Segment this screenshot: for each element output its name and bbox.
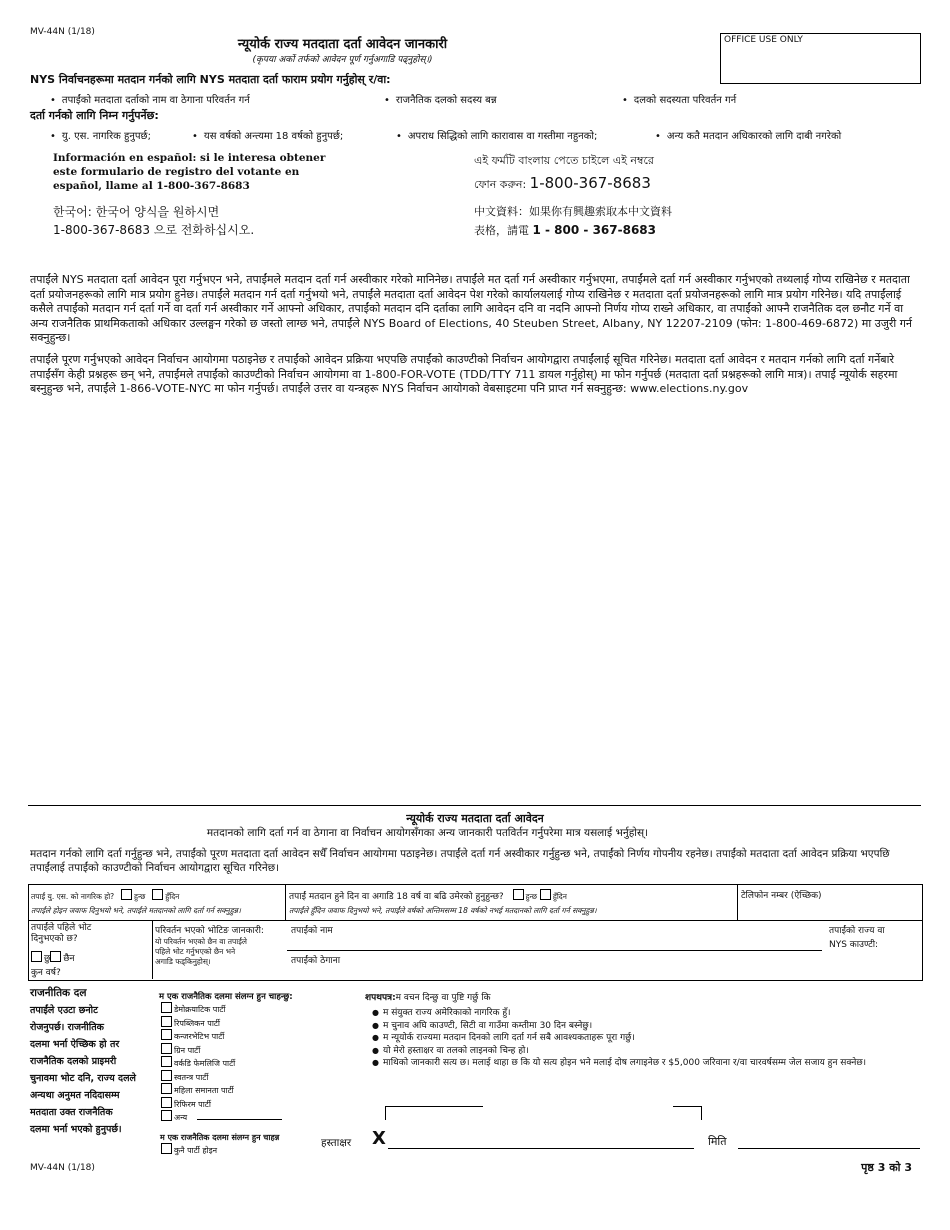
party-checkbox[interactable] (161, 1043, 172, 1054)
no-party-option[interactable] (161, 1143, 217, 1157)
oath-label: शपथपत्र: (365, 993, 396, 1003)
no-party-label: कुनै पार्टी होइन (174, 1146, 218, 1155)
party-label: डेमोक्रयाटिक पार्टी (174, 1005, 226, 1014)
signature-bracket (385, 1106, 483, 1107)
voted-before-line: दिनुभएको छ? (31, 934, 78, 944)
grid-col-divider (737, 884, 738, 920)
party-option[interactable] (161, 1002, 282, 1016)
oath-item: ● म चुनाव अघि काउण्टी, सिटी वा गाउँमा कम्तीमा 30 दिन बस्नेछु। (372, 1020, 872, 1033)
use-item: • दलको सदस्यता परिवर्तन गर्न (622, 92, 736, 106)
party-checkbox[interactable] (161, 1002, 172, 1013)
citizen-question: तपाईं यु. एस. को नागरिक हो? (31, 892, 115, 901)
changed-info-note (155, 937, 247, 967)
citizen-yes-checkbox[interactable] (121, 889, 132, 900)
form-separator (28, 805, 921, 806)
requirement-item: • अन्य कतै मतदान अधिकारको लागि दाबी नगरेको (655, 128, 841, 142)
party-option[interactable] (161, 1056, 282, 1070)
changed-info-label: परिवर्तन भएको भोटिङ जानकारी: (155, 926, 264, 936)
age-yes-label: हुन्छ (525, 892, 537, 901)
grid-row-divider (28, 920, 922, 921)
party-side-line: राजनीतिक दल (30, 987, 87, 999)
use-heading: NYS निर्वाचनहरूमा मतदान गर्नको लागि NYS मतदाता दर्ता फाराम प्रयोग गर्नुहोस् र/वा: (30, 73, 391, 86)
form-title: न्यूयोर्क राज्य मतदाता दर्ता आवेदन (406, 812, 544, 825)
changed-info-note-line: पहिले भोट गर्नुभएको छैन भने (155, 947, 236, 956)
bengali-line (474, 172, 654, 196)
party-option[interactable] (161, 1029, 282, 1043)
party-label: वर्कडि फेमलिजि पार्टी (174, 1059, 236, 1068)
oath-list (372, 1007, 872, 1070)
no-party-heading: म एक राजनैतिक दलमा संलग्न हुन चाहन्न (160, 1133, 280, 1142)
signature-bracket (385, 1106, 386, 1120)
party-checkbox[interactable] (161, 1070, 172, 1081)
bengali-line: এই ফর্মটি বাংলায় পেতে চাইলে এই নম্বরে (474, 154, 654, 167)
party-option[interactable] (161, 1070, 282, 1084)
voted-yes-checkbox[interactable] (31, 951, 42, 962)
party-heading: म एक राजनैतिक दलमा संलग्न हुन चाहन्छु: (159, 992, 293, 1002)
party-option[interactable] (161, 1083, 282, 1097)
citizen-no-label: हुँदिन (165, 892, 180, 901)
page-subtitle: (कृपया अकों तर्फको आवेदन पूर्ण गर्नुअगाडि पढ्नुहोस्।) (252, 55, 433, 65)
party-option[interactable] (161, 1016, 282, 1030)
date-input[interactable] (738, 1148, 920, 1149)
prior-name-label: तपाईंको नाम (291, 926, 333, 936)
party-side-line: चुनावमा भोट दनि, राज्य दलले (30, 1073, 136, 1084)
korean-line: 한국어: 한국어 양식을 원하시면 (53, 205, 220, 219)
form-code-bottom: MV-44N (1/18) (30, 1163, 95, 1173)
which-year-label: कुन वर्ष? (31, 968, 61, 978)
oath-item: ● म संयुक्त राज्य अमेरिकाको नागरिक हुँ। (372, 1007, 872, 1020)
age-question: तपाईं मतदान हुने दिन वा अगाडि 18 वर्ष वा बढि उमेरको हुनुहुन्छ? (289, 892, 504, 902)
party-side-line: तपाईंले एउटा छनोट (30, 1005, 98, 1016)
party-checkbox[interactable] (161, 1083, 172, 1094)
page-title: न्यूयोर्क राज्य मतदाता दर्ता आवेदन जानकारी (237, 37, 448, 52)
requirement-item: • यु. एस. नागरिक हुनुपर्छ; (50, 128, 151, 142)
voted-no-checkbox[interactable] (50, 951, 61, 962)
chinese-label: 表格，請電 (474, 224, 529, 237)
oath-item: ● म न्यूयोर्क राज्यमा मतदान दिनको लागि दर्ता गर्न सबै आवश्यकताहरू पूरा गर्छु। (372, 1032, 872, 1045)
use-item: • राजनैतिक दलको सदस्य बन्न (384, 92, 497, 106)
requirement-item: • अपराध सिद्धिको लागि कारावास वा गस्तीमा नहुनको; (396, 128, 597, 142)
changed-info-note-line: यो परिवर्तन भएको छैन वा तपाईंले (155, 937, 247, 946)
signature-input[interactable] (388, 1148, 694, 1149)
chinese-phone: 1 - 800 - 367-8683 (532, 223, 656, 237)
party-checkbox[interactable] (161, 1097, 172, 1108)
form-subtitle: मतदानको लागि दर्ता गर्न वा ठेगाना वा निर्वाचन आयोगसँगका अन्य जानकारी पतविर्तन गर्नुपरेमा मात्र यसलाई भर्नुहोस्। (206, 827, 649, 839)
form-intro: मतदान गर्नको लागि दर्ता गर्नुहुन्छ भने, तपाईंको पूरण मतदाता दर्ता आवेदन सधैँ निर्वाचन आयोगमा पठाइनेछ। तपाईंले दर्ता गर्न अस्वीकार गर्नुहुन्छ भने, तपाईंको निर्णय गोपनीय रहनेछ। तपाईंको मतदाता दर्ता आवेदन प्रक्रिया भएपछि तपाईंलाई तपाईंको काउण्टीको निर्वाचन आयोगद्वारा सूचित गरिनेछ। (30, 848, 890, 874)
oath-item: ● माथिको जानकारी सत्य छ। मलाई थाहा छ कि यो सत्य होइन भने मलाई दोष लगाइनेछ र $5,000 जरिवाना र/वा चारवर्षसम्म जेल सजाय हुन सक्नेछ। (372, 1057, 872, 1070)
oath-item: ● यो मेरो हस्ताक्षर वा तलको लाइनको चिन्ह हो। (372, 1045, 872, 1058)
spanish-info (53, 151, 325, 193)
party-label: ग्रिन पार्टी (174, 1045, 201, 1055)
korean-line: 1-800-367-8683 으로 전화하십시오. (53, 223, 255, 237)
date-label: मिति (708, 1135, 727, 1148)
party-label: कन्जरभेटिभ पार्टी (174, 1032, 225, 1041)
party-label: रिफिरम पार्टी (174, 1099, 211, 1109)
privacy-paragraph: तपाईंले NYS मतदाता दर्ता आवेदन पूरा गर्नुभएन भने, तपाईंमले मतदान दर्ता गर्न अस्वीकार गरेको मानिनेछ। तपाईंले मत दर्ता गर्न अस्वीकार गर्नुभएमा, तपाईंमले दर्ता गर्न अस्वीकार गर्नुभएको तथ्यलाई गोप्य राखिनेछ र मतदाता दर्ता प्रयोजनहरूको लागि मात्र प्रयोग हुनेछ। तपाईंले मतदान गर्न दर्ता गर्नुभयो भने, तपाईंले मतदाता दर्ता आवेदन पेश गरेको कार्यालयलाई गोप्य राखिनेछ र मतदाता दर्ता प्रयोजनहरूको लागि मात्र प्रयोग गरिनेछ। यदि तपाईंलाई कसैले तपाईंको मतदान गर्न दर्ता गर्ने वा दर्ता गर्न अस्वीकार गर्ने आफ्नो अधिकार, तपाईंको मतदान दनि दर्ताका लागि आवेदन दनि वा नदनि आफ्नो निर्णय गोप्य राख्ने अधिकार, वा तपाईंको आफ्नै राजनैतिक दल छनौट गर्ने वा अन्य राजनैतिक प्राथमिकताको अधिकार उल्लङ्घन गरेको छ जस्तो लाग्छ भने, तपाईंले NYS Board of Elections, 40 Steuben Street, Albany, NY 12207-2109 (फोन: 1-800-469-6872) मा उजुरी गर्न सक्नुहुन्छ। (30, 273, 913, 344)
chinese-info (474, 203, 672, 240)
party-option[interactable] (161, 1043, 282, 1057)
prior-name-input[interactable] (287, 950, 822, 951)
form-code-top: MV-44N (1/18) (30, 27, 95, 37)
grid-col-divider (152, 920, 153, 979)
office-use-box (720, 33, 921, 84)
oath-intro-text: म वचन दिन्छु वा पुष्टि गर्छु कि (395, 993, 491, 1003)
citizen-yes-label: हुन्छ (134, 892, 146, 901)
prior-address-label: तपाईंको ठेगाना (291, 956, 341, 966)
citizen-question-row (31, 889, 179, 902)
signature-bracket (701, 1106, 702, 1120)
party-side-line: दलमा भर्ना ऐच्छिक हो तर (30, 1039, 120, 1050)
party-checkbox[interactable] (161, 1056, 172, 1067)
spanish-line: español, llame al 1-800-367-8683 (53, 180, 250, 192)
party-checkbox[interactable] (161, 1029, 172, 1040)
use-item: • तपाईंको मतदाता दर्ताको नाम वा ठेगाना परिवर्तन गर्न (50, 92, 250, 106)
voted-no-label: छैन (63, 954, 75, 964)
office-use-label: OFFICE USE ONLY (724, 35, 803, 45)
oath-intro (365, 990, 491, 1003)
processing-paragraph: तपाईंले पूरण गर्नुभएको आवेदन निर्वाचन आयोगमा पठाइनेछ र तपाईंको आवेदन प्रक्रिया भएपछि तपाईंको काउण्टीको निर्वाचन आयोगद्वारा तपाईंलाई सूचित गरिनेछ। मतदाता दर्ता आवेदन र मतदान गर्नको लागि दर्ता गर्नेबारे तपाईंसँग केही प्रश्नहरू छन् भने, तपाईंमले तपाईंको काउण्टीको निर्वाचन आयोगमा वा 1-800-FOR-VOTE (TDD/TTY 711 डायल गर्नुहोस्) मा फोन गर्नुपर्छ (मतदाता दर्ता प्रश्नहरूको लागि मात्र)। तपाईं न्यूयोर्क सहरमा बस्नुहुन्छ भने, तपाईंले 1-866-VOTE-NYC मा फोन गर्नुपर्छ। तपाईंले उत्तर वा यन्त्रहरू NYS निर्वाचन आयोगको वेबसाइटमा पनि प्राप्त गर्न सक्नुहुन्छ: www.elections.ny.gov (30, 353, 898, 395)
state-county-line: तपाईंको राज्य वा (829, 926, 885, 936)
bengali-info (474, 150, 654, 196)
party-side-line: अन्यथा अनुमत नदिदासम्म (30, 1090, 120, 1101)
grid-col-divider (285, 884, 286, 920)
signature-x: X (372, 1128, 386, 1149)
spanish-line: este formulario de registro del votante en (53, 166, 300, 178)
changed-info-note-line: अगाडि फड्किनुहोस्। (155, 957, 211, 966)
party-checkbox[interactable] (161, 1110, 172, 1121)
voted-yes-label: छु (44, 954, 51, 964)
age-question-row (289, 889, 567, 902)
signature-label: हस्ताक्षर (321, 1137, 352, 1149)
state-county-label (829, 924, 885, 952)
party-label: महिला समानता पार्टी (174, 1086, 234, 1095)
requirement-item: • यस वर्षको अन्त्यमा 18 वर्षको हुनुपर्छ; (192, 128, 343, 142)
party-option[interactable] (161, 1097, 282, 1111)
party-side-line: दलमा भर्ना भएको हुनुपर्छ। (30, 1124, 122, 1135)
phone-input[interactable] (741, 902, 916, 918)
voted-before-line: तपाईंले पहिले भोट (31, 923, 92, 933)
party-side-line: राजनैतिक दलको प्राइमरी (30, 1056, 117, 1067)
party-label: अन्य (174, 1113, 188, 1122)
bengali-phone: 1-800-367-8683 (529, 174, 651, 192)
spanish-line: Información en español: si le interesa obtener (53, 152, 326, 164)
party-list (161, 1002, 282, 1124)
age-no-label: हुँदिन (552, 892, 567, 901)
voted-before-question (31, 923, 91, 945)
korean-info (53, 203, 254, 239)
requirements-heading: दर्ता गर्नको लागि निम्न गर्नुपर्नेछ: (30, 109, 159, 122)
phone-label: टेलिफोन नम्बर (ऐच्छिक) (741, 891, 822, 901)
other-party-input[interactable] (197, 1119, 282, 1120)
party-option[interactable] (161, 1110, 282, 1124)
bengali-label: ফোন করুন: (474, 178, 527, 191)
page-number: पृष्ठ 3 को 3 (861, 1161, 912, 1174)
voted-before-options (31, 951, 75, 964)
signature-bracket (673, 1106, 702, 1107)
citizen-note: तपाईंले होइन जवाफ दिनुभयो भने, तपाईंले मतदानको लागि दर्ता गर्न सक्नुहुन्न। (31, 906, 241, 915)
no-party-checkbox[interactable] (161, 1143, 172, 1154)
age-yes-checkbox[interactable] (513, 889, 524, 900)
party-checkbox[interactable] (161, 1016, 172, 1027)
party-side-text (30, 985, 160, 1138)
state-county-line: NYS काउण्टी: (829, 940, 879, 950)
chinese-line: 中文資料：如果你有興趣索取本中文資料 (474, 205, 672, 218)
party-side-line: मतदाता उक्त राजनैतिक (30, 1107, 113, 1118)
party-side-line: रोजनुपर्छ। राजनीतिक (30, 1022, 104, 1033)
chinese-line (474, 221, 672, 240)
citizen-no-checkbox[interactable] (152, 889, 163, 900)
party-label: स्वतन्त्र पार्टी (174, 1072, 209, 1082)
age-note: तपाईंले हुँदिन जवाफ दिनुभयो भने, तपाईंले वर्षको अन्तिमसम्म 18 वर्षको नभई मतदानको लागि दर्ता गर्न सक्नुहुन्न। (289, 906, 597, 915)
party-label: रिपब्लिकन पार्टी (174, 1018, 221, 1028)
age-no-checkbox[interactable] (540, 889, 551, 900)
